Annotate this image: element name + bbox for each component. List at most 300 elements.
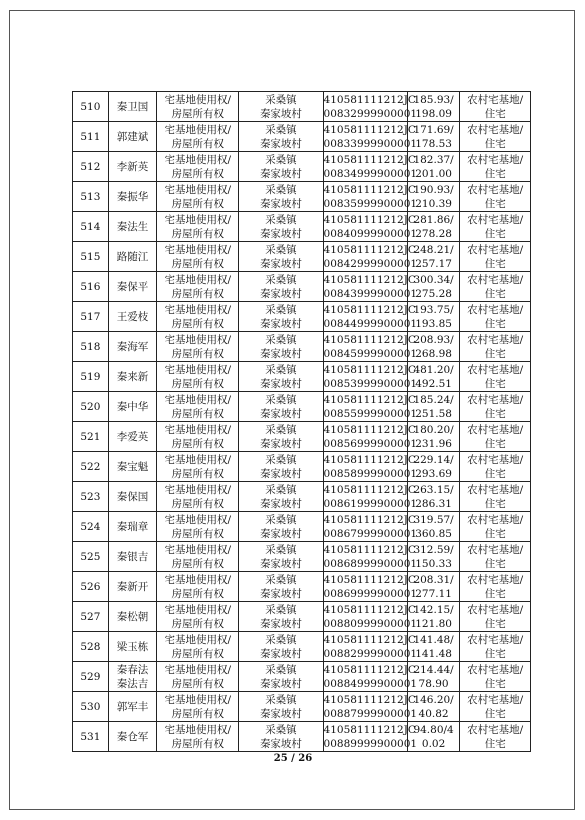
row-number-cell: 512 [73, 152, 109, 182]
unit-code-cell [323, 452, 418, 482]
location-cell-line: 采桑镇 [265, 453, 297, 466]
right-type-cell-line: 宅基地使用权/ [164, 663, 232, 676]
area-cell-line: 268.98 [415, 347, 452, 360]
unit-code-cell-line: 00880999900001 [323, 617, 418, 630]
table-row [73, 452, 531, 482]
area-cell [407, 302, 460, 332]
registry-table [72, 91, 531, 752]
unit-code-cell-line: 00884999900001 [323, 677, 418, 690]
right-type-cell-line: 房屋所有权 [171, 737, 225, 750]
right-type-cell [157, 632, 239, 662]
right-type-cell-line: 房屋所有权 [171, 407, 225, 420]
owner-name-cell-line: 秦中华 [116, 400, 149, 413]
area-cell [407, 152, 460, 182]
owner-name-cell-line: 秦保平 [116, 280, 149, 293]
land-use-cell-line: 农村宅基地/ [467, 663, 524, 676]
area-cell-line: 193.85 [415, 317, 452, 330]
unit-code-cell-line: 410581111212JC [323, 423, 416, 436]
unit-code-cell [323, 632, 418, 662]
owner-name-cell-line: 秦仓军 [116, 730, 149, 743]
right-type-cell [157, 452, 239, 482]
document-page [9, 10, 575, 810]
land-use-cell-line: 农村宅基地/ [467, 603, 524, 616]
unit-code-cell-line: 00844999900001 [323, 317, 418, 330]
location-cell [239, 122, 323, 152]
table-row [73, 152, 531, 182]
area-cell-line: 150.33 [415, 557, 452, 570]
right-type-cell [157, 242, 239, 272]
area-cell-line: 193.75/ [413, 303, 454, 316]
table-row [73, 122, 531, 152]
right-type-cell-line: 房屋所有权 [171, 317, 225, 330]
right-type-cell-line: 宅基地使用权/ [164, 213, 232, 226]
row-number-cell: 528 [73, 632, 109, 662]
owner-name-cell-line: 秦法吉 [116, 677, 149, 690]
location-cell [239, 422, 323, 452]
unit-code-cell-line: 410581111212JC [323, 603, 416, 616]
land-use-cell [460, 122, 531, 152]
land-use-cell-line: 农村宅基地/ [467, 723, 524, 736]
owner-name-cell [108, 272, 156, 302]
unit-code-cell-line: 00856999900001 [323, 437, 418, 450]
location-cell [239, 722, 323, 752]
unit-code-cell-line: 410581111212JC [323, 273, 416, 286]
location-cell [239, 362, 323, 392]
area-cell-line: 286.31 [415, 497, 452, 510]
unit-code-cell [323, 92, 418, 122]
right-type-cell [157, 422, 239, 452]
right-type-cell-line: 房屋所有权 [171, 557, 225, 570]
land-use-cell-line: 农村宅基地/ [467, 693, 524, 706]
area-cell-line: 214.44/ [413, 663, 454, 676]
owner-name-cell-line: 秦瑞章 [116, 520, 149, 533]
area-cell-line: 360.85 [415, 527, 452, 540]
row-number-cell: 516 [73, 272, 109, 302]
area-cell-line: 277.11 [415, 587, 452, 600]
right-type-cell-line: 宅基地使用权/ [164, 333, 232, 346]
location-cell [239, 392, 323, 422]
location-cell-line: 秦家坡村 [259, 347, 302, 360]
table-row [73, 632, 531, 662]
area-cell-line: 248.21/ [413, 243, 454, 256]
location-cell-line: 秦家坡村 [259, 227, 302, 240]
unit-code-cell [323, 512, 418, 542]
right-type-cell-line: 宅基地使用权/ [164, 153, 232, 166]
owner-name-cell [108, 302, 156, 332]
unit-code-cell [323, 692, 418, 722]
area-cell-line: 319.57/ [413, 513, 454, 526]
land-use-cell-line: 住宅 [484, 587, 506, 600]
row-number-cell: 531 [73, 722, 109, 752]
registry-table-body [73, 92, 531, 752]
right-type-cell-line: 房屋所有权 [171, 347, 225, 360]
land-use-cell-line: 农村宅基地/ [467, 213, 524, 226]
owner-name-cell [108, 542, 156, 572]
land-use-cell-line: 住宅 [484, 257, 506, 270]
location-cell-line: 采桑镇 [265, 243, 297, 256]
right-type-cell [157, 662, 239, 692]
area-cell [407, 422, 460, 452]
land-use-cell [460, 662, 531, 692]
unit-code-cell-line: 00869999900001 [323, 587, 418, 600]
unit-code-cell-line: 410581111212JC [323, 513, 416, 526]
right-type-cell [157, 272, 239, 302]
right-type-cell-line: 房屋所有权 [171, 227, 225, 240]
location-cell-line: 采桑镇 [265, 333, 297, 346]
land-use-cell-line: 住宅 [484, 467, 506, 480]
owner-name-cell [108, 692, 156, 722]
location-cell-line: 采桑镇 [265, 303, 297, 316]
land-use-cell-line: 农村宅基地/ [467, 153, 524, 166]
area-cell-line: 171.69/ [413, 123, 454, 136]
row-number-cell: 522 [73, 452, 109, 482]
area-cell-line: 141.48/ [413, 633, 454, 646]
area-cell-line: 201.00 [415, 167, 452, 180]
owner-name-cell-line: 秦法生 [116, 220, 149, 233]
row-number-cell: 519 [73, 362, 109, 392]
owner-name-cell-line: 路随江 [116, 250, 149, 263]
area-cell [407, 392, 460, 422]
area-cell [407, 92, 460, 122]
table-row [73, 332, 531, 362]
location-cell [239, 692, 323, 722]
right-type-cell [157, 542, 239, 572]
land-use-cell-line: 农村宅基地/ [467, 423, 524, 436]
right-type-cell-line: 宅基地使用权/ [164, 603, 232, 616]
row-number-cell: 517 [73, 302, 109, 332]
location-cell-line: 采桑镇 [265, 663, 297, 676]
right-type-cell-line: 房屋所有权 [171, 377, 225, 390]
unit-code-cell-line: 00833999900001 [323, 137, 418, 150]
owner-name-cell [108, 332, 156, 362]
location-cell-line: 采桑镇 [265, 573, 297, 586]
land-use-cell [460, 722, 531, 752]
unit-code-cell-line: 410581111212JC [323, 153, 416, 166]
area-cell [407, 122, 460, 152]
unit-code-cell-line: 00842999900001 [323, 257, 418, 270]
unit-code-cell-line: 410581111212JC [323, 543, 416, 556]
area-cell [407, 332, 460, 362]
area-cell-line: 142.15/ [413, 603, 454, 616]
row-number-cell: 529 [73, 662, 109, 692]
owner-name-cell-line: 秦新开 [116, 580, 149, 593]
owner-name-cell-line: 王爱枝 [116, 310, 149, 323]
unit-code-cell-line: 00882999900001 [323, 647, 418, 660]
unit-code-cell-line: 410581111212JC [323, 573, 416, 586]
area-cell [407, 452, 460, 482]
location-cell-line: 采桑镇 [265, 483, 297, 496]
area-cell-line: 481.20/ [413, 363, 454, 376]
right-type-cell [157, 182, 239, 212]
owner-name-cell-line: 李爱英 [116, 430, 149, 443]
table-row [73, 272, 531, 302]
owner-name-cell [108, 632, 156, 662]
land-use-cell-line: 农村宅基地/ [467, 483, 524, 496]
unit-code-cell-line: 410581111212JC [323, 633, 416, 646]
table-row [73, 602, 531, 632]
right-type-cell [157, 722, 239, 752]
right-type-cell [157, 692, 239, 722]
right-type-cell-line: 房屋所有权 [171, 677, 225, 690]
land-use-cell-line: 住宅 [484, 377, 506, 390]
land-use-cell [460, 602, 531, 632]
land-use-cell-line: 住宅 [484, 707, 506, 720]
table-row [73, 722, 531, 752]
row-number-cell: 515 [73, 242, 109, 272]
location-cell-line: 采桑镇 [265, 723, 297, 736]
area-cell [407, 542, 460, 572]
land-use-cell-line: 农村宅基地/ [467, 633, 524, 646]
row-number-cell: 527 [73, 602, 109, 632]
land-use-cell-line: 住宅 [484, 677, 506, 690]
unit-code-cell [323, 722, 418, 752]
area-cell-line: 257.17 [415, 257, 452, 270]
land-use-cell [460, 422, 531, 452]
location-cell [239, 452, 323, 482]
location-cell-line: 采桑镇 [265, 273, 297, 286]
right-type-cell-line: 房屋所有权 [171, 587, 225, 600]
unit-code-cell-line: 410581111212JC [323, 213, 416, 226]
right-type-cell-line: 宅基地使用权/ [164, 303, 232, 316]
unit-code-cell-line: 410581111212JC [323, 663, 416, 676]
location-cell-line: 采桑镇 [265, 363, 297, 376]
area-cell [407, 482, 460, 512]
right-type-cell [157, 392, 239, 422]
owner-name-cell [108, 662, 156, 692]
land-use-cell [460, 332, 531, 362]
right-type-cell-line: 宅基地使用权/ [164, 633, 232, 646]
owner-name-cell-line: 郭建斌 [116, 130, 149, 143]
area-cell-line: 281.86/ [413, 213, 454, 226]
owner-name-cell-line: 秦银吉 [116, 550, 149, 563]
land-use-cell [460, 512, 531, 542]
unit-code-cell-line: 00845999900001 [323, 347, 418, 360]
unit-code-cell-line: 00832999900001 [323, 107, 418, 120]
location-cell-line: 秦家坡村 [259, 707, 302, 720]
location-cell-line: 秦家坡村 [259, 377, 302, 390]
right-type-cell-line: 房屋所有权 [171, 257, 225, 270]
owner-name-cell [108, 92, 156, 122]
area-cell-line: 208.31/ [413, 573, 454, 586]
land-use-cell [460, 152, 531, 182]
unit-code-cell-line: 00887999900001 [323, 707, 418, 720]
row-number-cell: 523 [73, 482, 109, 512]
owner-name-cell [108, 242, 156, 272]
area-cell-line: 0.02 [421, 737, 446, 750]
right-type-cell [157, 362, 239, 392]
table-row [73, 662, 531, 692]
right-type-cell [157, 92, 239, 122]
unit-code-cell-line: 410581111212JC [323, 183, 416, 196]
right-type-cell-line: 房屋所有权 [171, 467, 225, 480]
area-cell [407, 362, 460, 392]
land-use-cell-line: 农村宅基地/ [467, 273, 524, 286]
area-cell [407, 272, 460, 302]
unit-code-cell-line: 410581111212JC [323, 393, 416, 406]
land-use-cell-line: 农村宅基地/ [467, 93, 524, 106]
area-cell-line: 185.93/ [413, 93, 454, 106]
unit-code-cell [323, 392, 418, 422]
location-cell-line: 采桑镇 [265, 603, 297, 616]
row-number-cell: 525 [73, 542, 109, 572]
row-number-cell: 510 [73, 92, 109, 122]
land-use-cell [460, 212, 531, 242]
right-type-cell-line: 房屋所有权 [171, 197, 225, 210]
area-cell-line: 190.93/ [413, 183, 454, 196]
owner-name-cell [108, 122, 156, 152]
owner-name-cell-line: 秦保国 [116, 490, 149, 503]
location-cell [239, 482, 323, 512]
page-number: 25 / 26 [273, 753, 313, 764]
land-use-cell [460, 242, 531, 272]
right-type-cell [157, 302, 239, 332]
location-cell [239, 512, 323, 542]
location-cell-line: 秦家坡村 [259, 587, 302, 600]
right-type-cell-line: 房屋所有权 [171, 617, 225, 630]
row-number-cell: 514 [73, 212, 109, 242]
table-row [73, 302, 531, 332]
land-use-cell [460, 272, 531, 302]
unit-code-cell-line: 00858999900001 [323, 467, 418, 480]
land-use-cell [460, 482, 531, 512]
right-type-cell-line: 宅基地使用权/ [164, 273, 232, 286]
location-cell-line: 秦家坡村 [259, 617, 302, 630]
right-type-cell [157, 212, 239, 242]
unit-code-cell-line: 00853999900001 [323, 377, 418, 390]
right-type-cell [157, 512, 239, 542]
location-cell [239, 542, 323, 572]
location-cell-line: 秦家坡村 [259, 137, 302, 150]
owner-name-cell-line: 秦松朝 [116, 610, 149, 623]
table-row [73, 572, 531, 602]
location-cell-line: 秦家坡村 [259, 167, 302, 180]
area-cell-line: 275.28 [415, 287, 452, 300]
owner-name-cell-line: 秦卫国 [116, 100, 149, 113]
unit-code-cell-line: 00840999900001 [323, 227, 418, 240]
area-cell-line: 94.80/4 [413, 723, 454, 736]
location-cell-line: 采桑镇 [265, 183, 297, 196]
land-use-cell-line: 住宅 [484, 437, 506, 450]
unit-code-cell-line: 00868999900001 [323, 557, 418, 570]
land-use-cell-line: 住宅 [484, 227, 506, 240]
location-cell-line: 采桑镇 [265, 213, 297, 226]
area-cell-line: 251.58 [415, 407, 452, 420]
owner-name-cell [108, 452, 156, 482]
location-cell-line: 采桑镇 [265, 123, 297, 136]
right-type-cell-line: 宅基地使用权/ [164, 483, 232, 496]
unit-code-cell-line: 410581111212JC [323, 303, 416, 316]
location-cell-line: 采桑镇 [265, 543, 297, 556]
right-type-cell [157, 152, 239, 182]
owner-name-cell [108, 512, 156, 542]
area-cell [407, 242, 460, 272]
land-use-cell-line: 农村宅基地/ [467, 453, 524, 466]
owner-name-cell [108, 722, 156, 752]
area-cell-line: 210.39 [415, 197, 452, 210]
land-use-cell-line: 住宅 [484, 167, 506, 180]
location-cell-line: 秦家坡村 [259, 467, 302, 480]
row-number-cell: 524 [73, 512, 109, 542]
location-cell-line: 秦家坡村 [259, 437, 302, 450]
row-number-cell: 530 [73, 692, 109, 722]
area-cell [407, 632, 460, 662]
land-use-cell [460, 572, 531, 602]
owner-name-cell-line: 郭军丰 [116, 700, 149, 713]
unit-code-cell-line: 00889999900001 [323, 737, 418, 750]
land-use-cell [460, 392, 531, 422]
owner-name-cell [108, 572, 156, 602]
location-cell-line: 秦家坡村 [259, 737, 302, 750]
owner-name-cell-line: 秦来新 [116, 370, 149, 383]
unit-code-cell [323, 362, 418, 392]
owner-name-cell [108, 392, 156, 422]
location-cell-line: 秦家坡村 [259, 407, 302, 420]
location-cell-line: 秦家坡村 [259, 497, 302, 510]
land-use-cell-line: 住宅 [484, 557, 506, 570]
right-type-cell-line: 宅基地使用权/ [164, 693, 232, 706]
unit-code-cell-line: 410581111212JC [323, 243, 416, 256]
area-cell-line: 185.24/ [413, 393, 454, 406]
right-type-cell-line: 房屋所有权 [171, 167, 225, 180]
land-use-cell-line: 住宅 [484, 137, 506, 150]
area-cell-line: 229.14/ [413, 453, 454, 466]
table-row [73, 692, 531, 722]
land-use-cell-line: 农村宅基地/ [467, 333, 524, 346]
location-cell [239, 92, 323, 122]
location-cell [239, 152, 323, 182]
row-number-cell: 521 [73, 422, 109, 452]
unit-code-cell-line: 410581111212JC [323, 123, 416, 136]
unit-code-cell-line: 00867999900001 [323, 527, 418, 540]
land-use-cell-line: 住宅 [484, 407, 506, 420]
area-cell-line: 312.59/ [413, 543, 454, 556]
right-type-cell-line: 房屋所有权 [171, 107, 225, 120]
right-type-cell-line: 房屋所有权 [171, 527, 225, 540]
area-cell-line: 198.09 [415, 107, 452, 120]
table-row [73, 392, 531, 422]
land-use-cell-line: 农村宅基地/ [467, 183, 524, 196]
row-number-cell: 520 [73, 392, 109, 422]
table-row [73, 92, 531, 122]
location-cell-line: 秦家坡村 [259, 107, 302, 120]
area-cell-line: 78.90 [418, 677, 449, 690]
right-type-cell-line: 宅基地使用权/ [164, 573, 232, 586]
unit-code-cell [323, 212, 418, 242]
unit-code-cell [323, 182, 418, 212]
location-cell [239, 242, 323, 272]
land-use-cell-line: 农村宅基地/ [467, 573, 524, 586]
location-cell-line: 秦家坡村 [259, 257, 302, 270]
owner-name-cell-line: 秦振华 [116, 190, 149, 203]
location-cell-line: 秦家坡村 [259, 317, 302, 330]
land-use-cell-line: 农村宅基地/ [467, 303, 524, 316]
area-cell [407, 602, 460, 632]
location-cell-line: 采桑镇 [265, 693, 297, 706]
land-use-cell-line: 住宅 [484, 107, 506, 120]
location-cell-line: 采桑镇 [265, 633, 297, 646]
owner-name-cell [108, 182, 156, 212]
table-row [73, 422, 531, 452]
right-type-cell-line: 宅基地使用权/ [164, 183, 232, 196]
unit-code-cell-line: 410581111212JC [323, 363, 416, 376]
unit-code-cell-line: 410581111212JC [323, 333, 416, 346]
area-cell-line: 492.51 [415, 377, 452, 390]
right-type-cell [157, 572, 239, 602]
right-type-cell-line: 宅基地使用权/ [164, 453, 232, 466]
land-use-cell-line: 农村宅基地/ [467, 543, 524, 556]
right-type-cell-line: 宅基地使用权/ [164, 243, 232, 256]
table-row [73, 542, 531, 572]
